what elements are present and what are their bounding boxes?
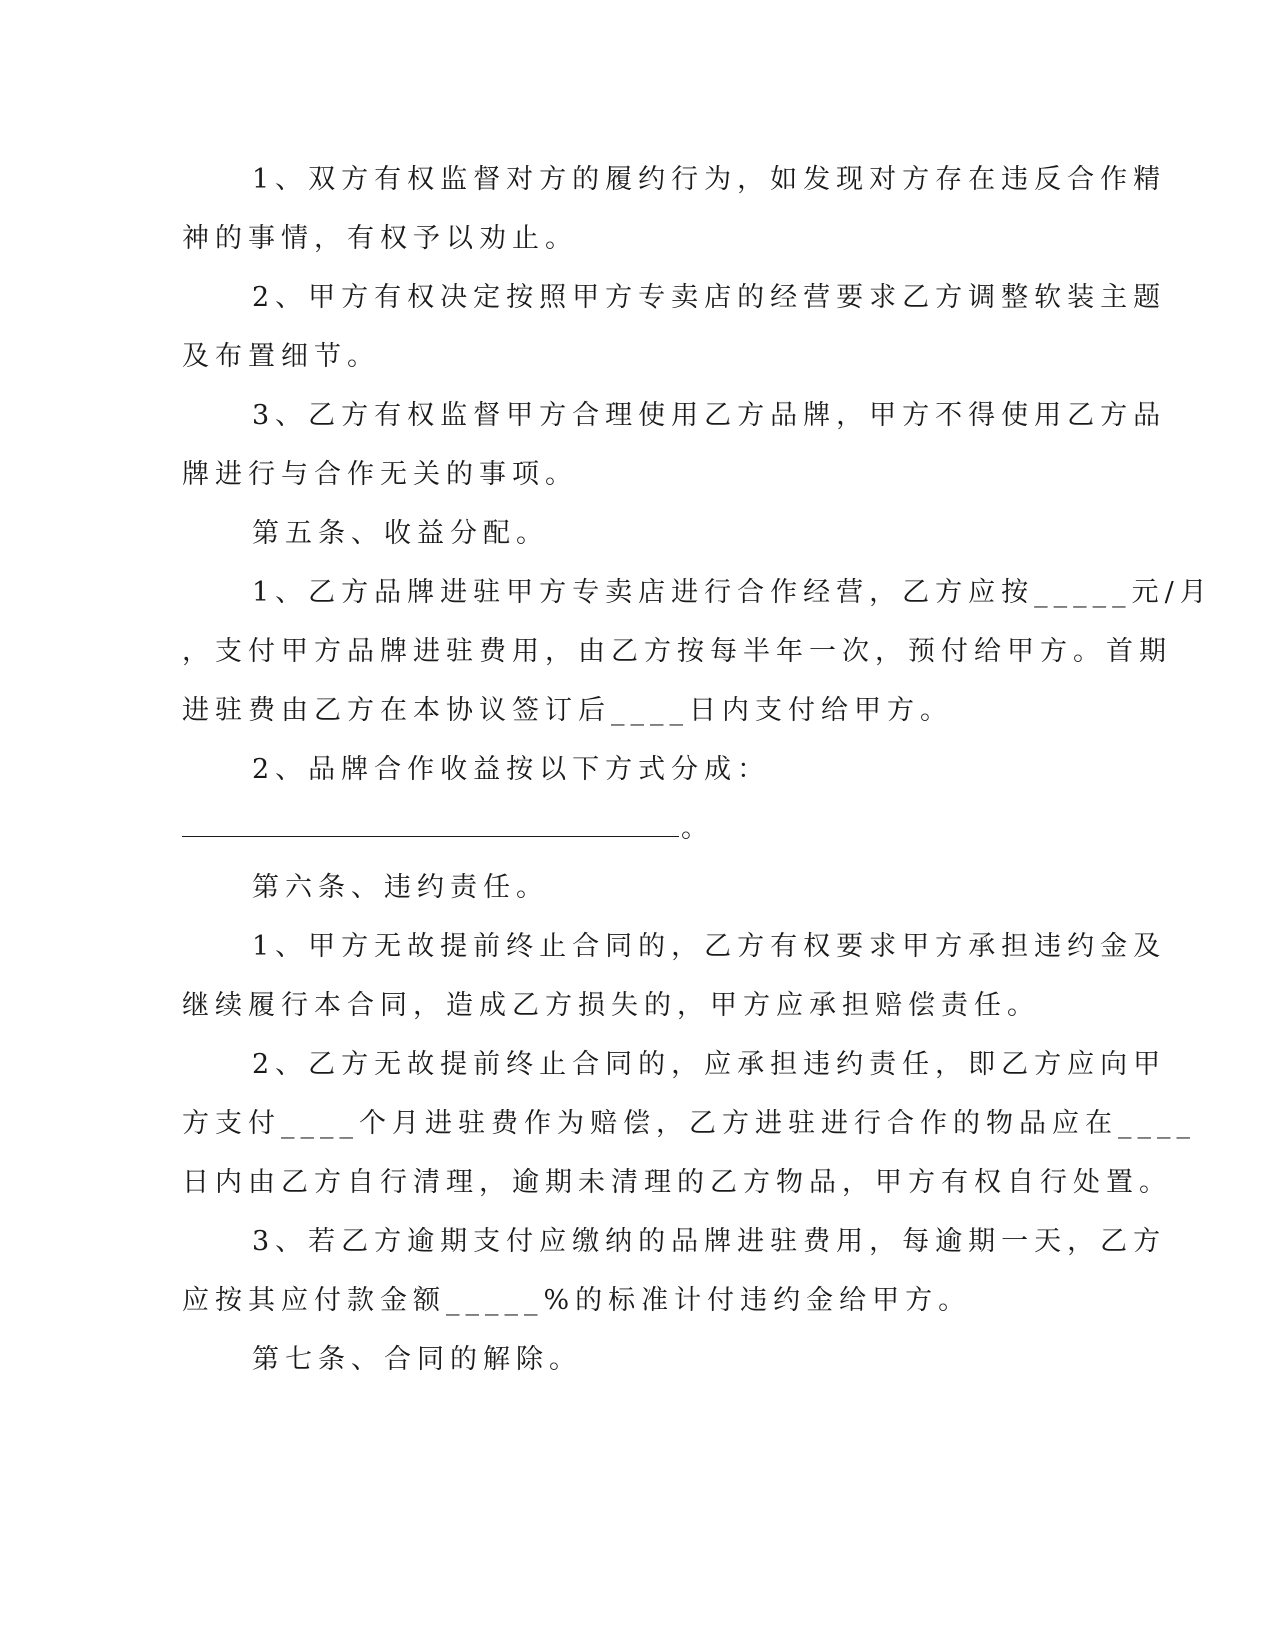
clause-text-line: 2、品牌合作收益按以下方式分成： xyxy=(252,754,771,785)
clause-text-line: 3、乙方有权监督甲方合理使用乙方品牌，甲方不得使用乙方品 xyxy=(252,400,1167,431)
clause-text-line: 方支付____个月进驻费作为赔偿，乙方进驻进行合作的物品应在____ xyxy=(182,1108,1196,1139)
document-page xyxy=(182,150,1213,1389)
clause-text-line: ，支付甲方品牌进驻费用，由乙方按每半年一次，预付给甲方。首期 xyxy=(182,636,1172,667)
fill-in-blank-line xyxy=(182,799,1032,858)
clause-text-line: 及布置细节。 xyxy=(182,341,380,372)
clause-text-line: 2、乙方无故提前终止合同的，应承担违约责任，即乙方应向甲 xyxy=(252,1049,1167,1080)
blank-line-period: 。 xyxy=(681,813,708,844)
clause-text-line: 1、双方有权监督对方的履约行为，如发现对方存在违反合作精 xyxy=(252,164,1167,195)
blank-underline xyxy=(182,812,679,837)
clause-text-line: 2、甲方有权决定按照甲方专卖店的经营要求乙方调整软装主题 xyxy=(252,282,1167,313)
clause-text-line: 牌进行与合作无关的事项。 xyxy=(182,459,578,490)
clause-text-line: 日内由乙方自行清理，逾期未清理的乙方物品，甲方有权自行处置。 xyxy=(182,1167,1172,1198)
clause-text-line: 1、甲方无故提前终止合同的，乙方有权要求甲方承担违约金及 xyxy=(252,931,1167,962)
clause-text-line: 3、若乙方逾期支付应缴纳的品牌进驻费用，每逾期一天，乙方 xyxy=(252,1226,1167,1257)
clause-text-line: 1、乙方品牌进驻甲方专卖店进行合作经营，乙方应按_____元/月 xyxy=(252,577,1213,608)
clause-text-line: 继续履行本合同，造成乙方损失的，甲方应承担赔偿责任。 xyxy=(182,990,1040,1021)
article-heading: 第五条、收益分配。 xyxy=(252,518,549,549)
article-heading: 第六条、违约责任。 xyxy=(252,872,549,903)
clause-text-line: 进驻费由乙方在本协议签订后____日内支付给甲方。 xyxy=(182,695,953,726)
clause-text-line: 神的事情，有权予以劝止。 xyxy=(182,223,578,254)
article-heading: 第七条、合同的解除。 xyxy=(252,1344,582,1375)
clause-text-line: 应按其应付款金额_____%的标准计付违约金给甲方。 xyxy=(182,1285,972,1316)
